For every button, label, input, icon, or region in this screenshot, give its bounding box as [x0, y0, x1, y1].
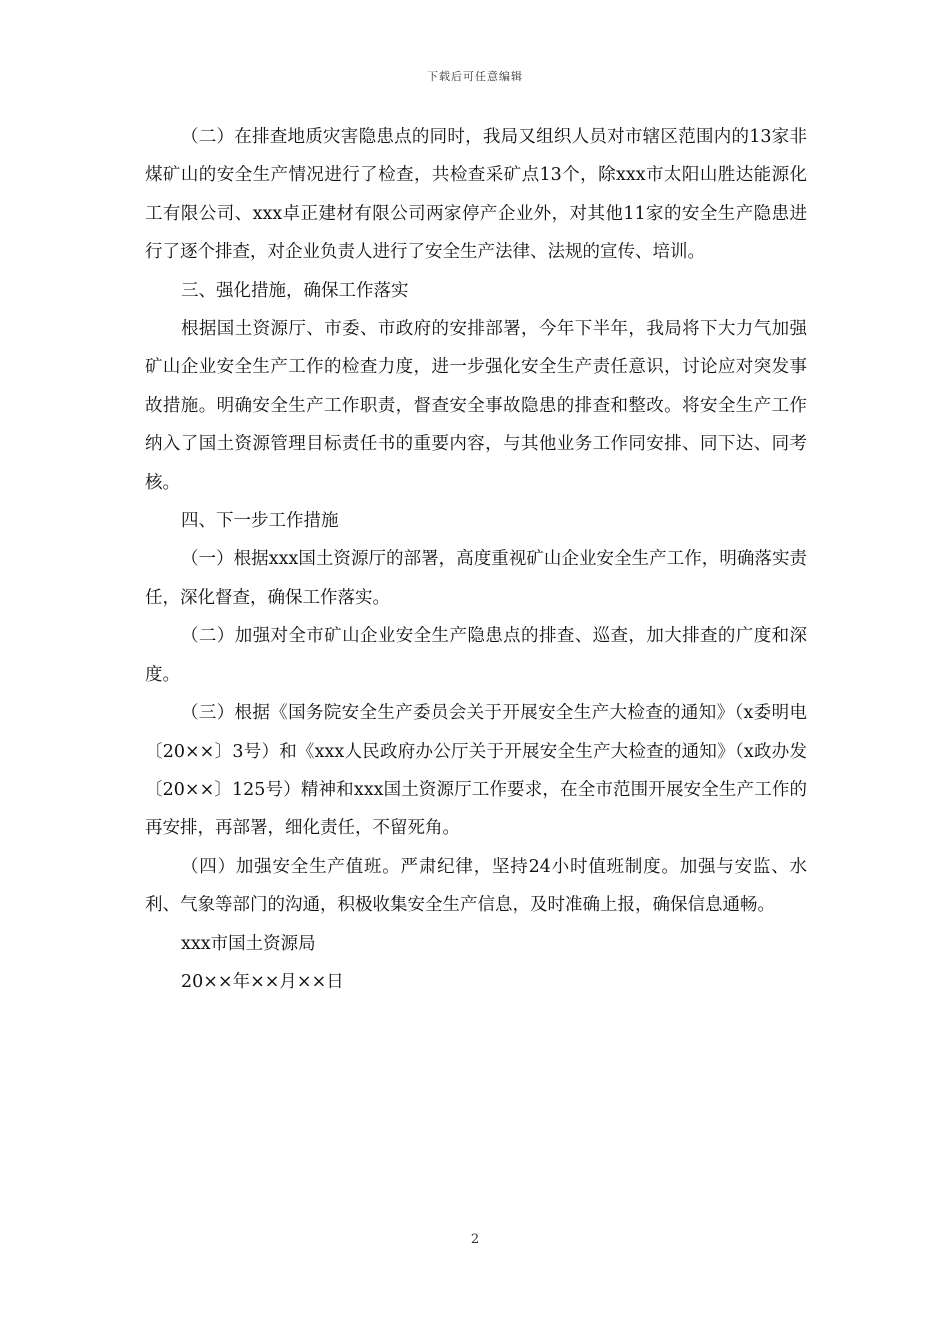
page-number: 2: [470, 1232, 480, 1247]
section-heading-next-steps: 四、下一步工作措施: [181, 511, 339, 532]
paragraph-next-step-1: （一）根据xxx国土资源厅的部署，高度重视矿山企业安全生产工作，明确落实责任，深化督查，确保工作落实。: [145, 549, 807, 608]
paragraph-next-step-2: （二）加强对全市矿山企业安全生产隐患点的排查、巡查，加大排查的广度和深度。: [145, 626, 807, 685]
document-body: [145, 118, 807, 1001]
section-heading-strengthen-measures: 三、强化措施，确保工作落实: [181, 280, 409, 301]
paragraph-next-step-3: （三）根据《国务院安全生产委员会关于开展安全生产大检查的通知》（x委明电〔20××〕3号）和《xxx人民政府办公厅关于开展安全生产大检查的通知》（x政办发〔20××〕125号）精神和xxx国土资源厅工作要求，在全市范围开展安全生产工作的再安排，再部署，细化责任，不留死角。: [145, 703, 807, 839]
paragraph-deployment-plan: 根据国土资源厅、市委、市政府的安排部署，今年下半年，我局将下大力气加强矿山企业安全生产工作的检查力度，进一步强化安全生产责任意识，讨论应对突发事故措施。明确安全生产工作职责，督查安全事故隐患的排查和整改。将安全生产工作纳入了国土资源管理目标责任书的重要内容，与其他业务工作同安排、同下达、同考核。: [145, 319, 807, 493]
page-header: 下载后可任意编辑: [427, 70, 523, 83]
paragraph-next-step-4: （四）加强安全生产值班。严肃纪律，坚持24小时值班制度。加强与安监、水利、气象等部门的沟通，积极收集安全生产信息，及时准确上报，确保信息通畅。: [145, 856, 807, 916]
paragraph-inspection-non-coal-mines: （二）在排查地质灾害隐患点的同时，我局又组织人员对市辖区范围内的13家非煤矿山的安全生产情况进行了检查，共检查采矿点13个，除xxx市太阳山胜达能源化工有限公司、xxx卓正建材有限公司两家停产企业外，对其他11家的安全生产隐患进行了逐个排查，对企业负责人进行了安全生产法律、法规的宣传、培训。: [145, 127, 807, 263]
signature-organization: xxx市国土资源局: [181, 933, 316, 954]
signature-date: 20××年××月××日: [181, 971, 344, 992]
